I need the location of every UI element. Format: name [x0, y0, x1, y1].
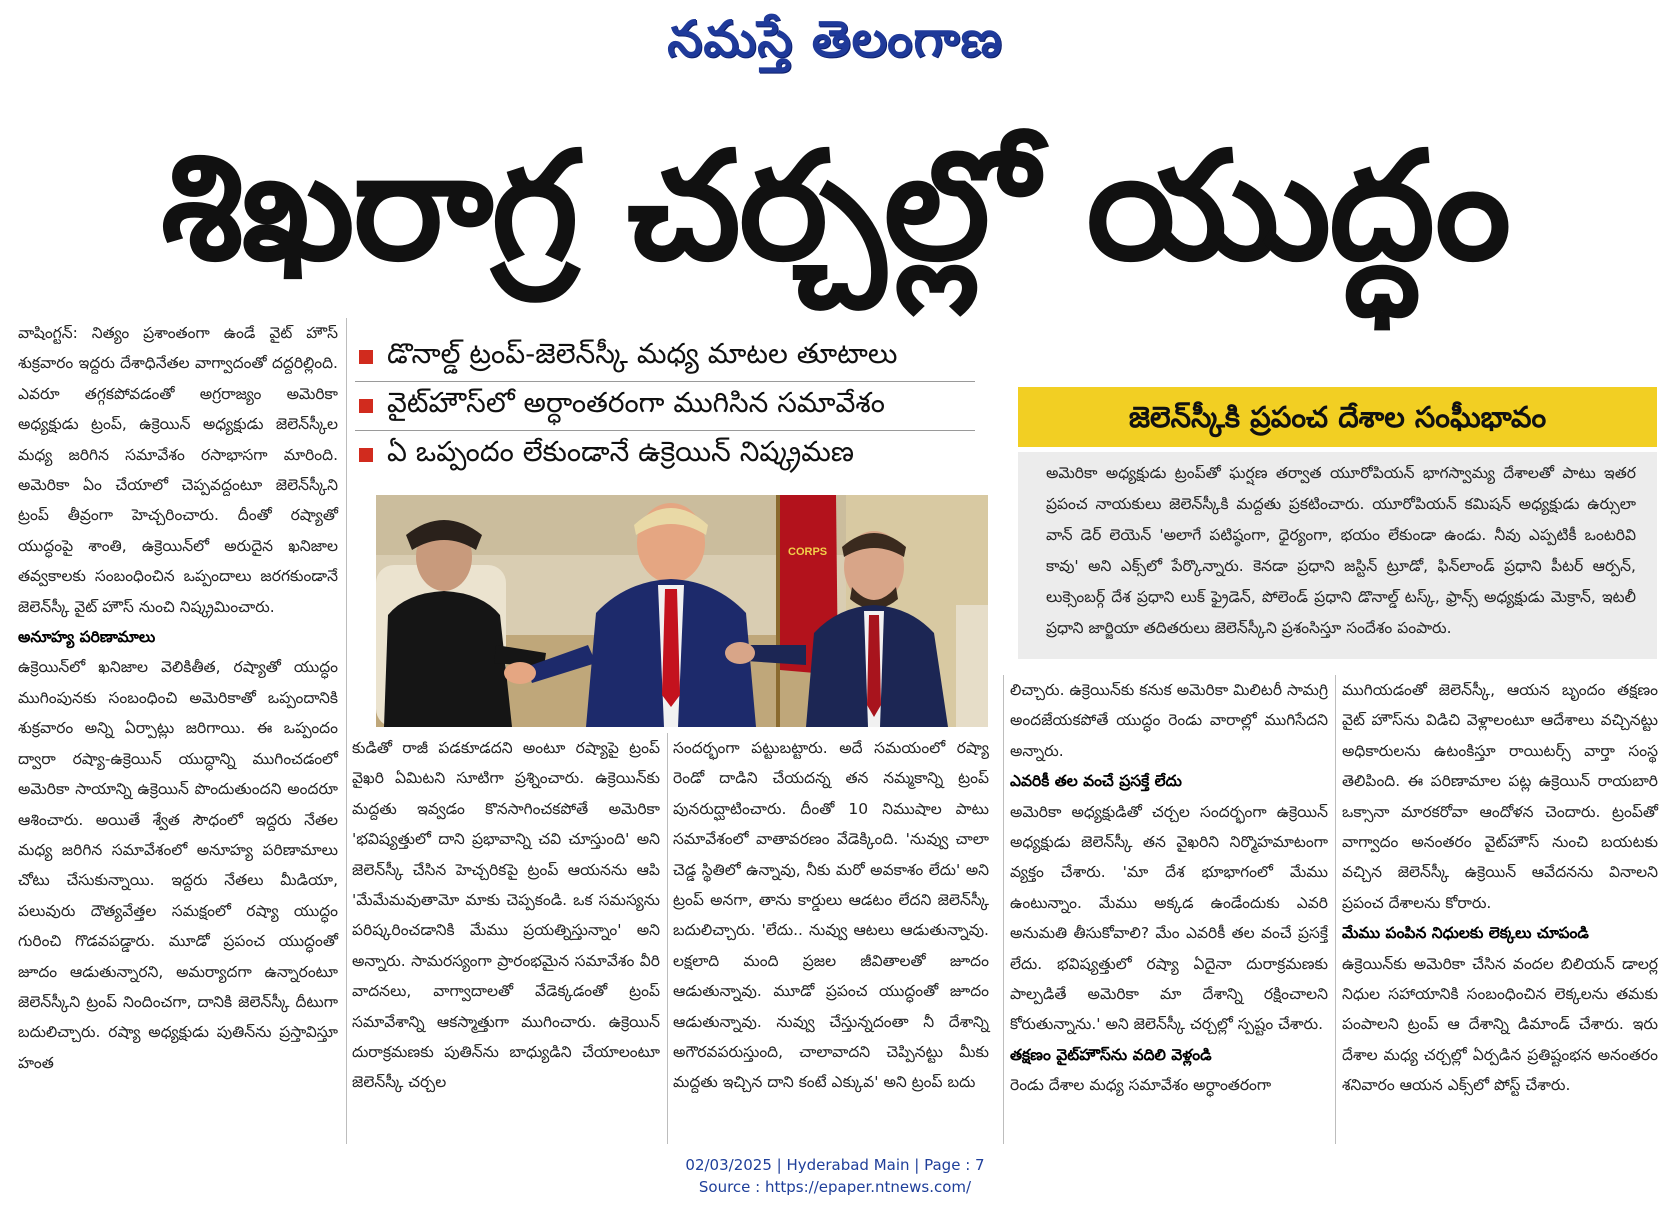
column-5: [1342, 675, 1658, 1101]
column-divider: [1335, 675, 1336, 1144]
column-1: [18, 318, 338, 1078]
bullet-text: డొనాల్డ్ ట్రంప్‌-జెలెన్‌స్కీ మధ్య మాటల తూటాలు: [387, 337, 898, 370]
bullet-item: [355, 382, 975, 431]
column-4-paragraph-1: లిచ్చారు. ఉక్రెయిన్‌కు కనుక అమెరికా మిలిటరీ సామగ్రి అందజేయకపోతే యుద్ధం రెండు వారాల్లో ముగిసేదని అన్నారు.: [1010, 681, 1328, 760]
bullet-square-icon: [359, 399, 373, 413]
highlight-bullets: [355, 333, 975, 479]
bullet-item: [355, 431, 975, 479]
column-1-paragraph-1: వాషింగ్టన్‌: నిత్యం ప్రశాంతంగా ఉండే వైట్‌ హౌస్‌ శుక్రవారం ఇద్దరు దేశాధినేతల వాగ్వాదంతో దద్దరిల్లింది. ఎవరూ తగ్గకపోవడంతో అగ్రరాజ్యం అమెరికా అధ్యక్షుడు ట్రంప్‌, ఉక్రెయిన్‌ అధ్యక్షుడు జెలెన్‌స్కీల మధ్య జరిగిన సమావేశం రసాభాసగా మారింది. అమెరికా ఏం చేయాలో చెప్పవద్దంటూ జెలెన్‌స్కీని ట్రంప్‌ తీవ్రంగా హెచ్చరించారు. దీంతో రష్యాతో యుద్ధంపై శాంతి, ఉక్రెయిన్‌లో అరుదైన ఖనిజాల తవ్వకాలకు సంబంధించిన ఒప్పందాలు జరగకుండానే జెలెన్‌స్కీ వైట్‌ హౌస్‌ నుంచి నిష్క్రమించారు.: [18, 324, 338, 616]
photo-illustration: [376, 495, 988, 727]
column-divider: [346, 318, 347, 1144]
footer-date-page: 02/03/2025 | Hyderabad Main | Page : 7: [685, 1156, 985, 1174]
column-4-paragraph-2: అమెరికా అధ్యక్షుడితో చర్చల సందర్భంగా ఉక్రెయిన్‌ అధ్యక్షుడు జెలెన్‌స్కీ తన వైఖరిని నిర్మొహమాటంగా వ్యక్తం చేశారు. 'మా దేశ భూభాగంలో మేము ఉంటున్నాం. మేము అక్కడ ఉండేందుకు ఎవరి అనుమతి తీసుకోవాలి? మేం ఎవరికీ తల వంచే ప్రసక్తే లేదు. భవిష్యత్తులో రష్యా ఏదైనా దురాక్రమణకు పాల్పడితే అమెరికా మా దేశాన్ని రక్షించాలని కోరుతున్నాను.' అని జెలెన్‌స్కీ చర్చల్లో స్పష్టం చేశారు.: [1010, 802, 1328, 1034]
sidebar-title: జెలెన్‌స్కీకి ప్రపంచ దేశాల సంఘీభావం: [1018, 387, 1657, 447]
column-3: [673, 733, 989, 1098]
masthead-logo: నమస్తే తెలంగాణ: [667, 10, 1003, 68]
column-2: [352, 733, 660, 1098]
column-divider: [667, 733, 668, 1144]
column-4: [1010, 675, 1328, 1101]
column-5-subheading: మేము పంపిన నిధులకు లెక్కలు చూపండి: [1342, 924, 1589, 943]
footer-source-link[interactable]: Source : https://epaper.ntnews.com/: [698, 1178, 972, 1196]
column-divider: [1003, 675, 1004, 1144]
news-photo: [376, 495, 988, 727]
column-5-paragraph-2: ఉక్రెయిన్‌కు అమెరికా చేసిన వందల బిలియన్‌ డాలర్ల నిధుల సహాయానికి సంబంధించిన లెక్కలను తమకు పంపాలని ట్రంప్‌ ఆ దేశాన్ని డిమాండ్‌ చేశారు. ఇరు దేశాల మధ్య చర్చల్లో ఏర్పడిన ప్రతిష్టంభన అనంతరం శనివారం ఆయన ఎక్స్‌లో పోస్ట్‌ చేశారు.: [1342, 954, 1658, 1095]
flag-text: CORPS: [788, 546, 828, 558]
bullet-text: ఏ ఒప్పందం లేకుండానే ఉక్రెయిన్‌ నిష్క్రమణ: [387, 435, 855, 468]
bullet-square-icon: [359, 448, 373, 462]
bullet-square-icon: [359, 350, 373, 364]
column-2-paragraph: కుడితో రాజీ పడకూడదని అంటూ రష్యాపై ట్రంప్‌ వైఖరి ఏమిటని సూటిగా ప్రశ్నించారు. ఉక్రెయిన్‌కు మద్దతు ఇవ్వడం కొనసాగించకపోతే అమెరికా 'భవిష్యత్తులో దాని ప్రభావాన్ని చవి చూస్తుంది' అని జెలెన్‌స్కీ చేసిన హెచ్చరికపై ట్రంప్‌ ఆయనను ఆపి 'మేమేమవుతామో మాకు చెప్పకండి. ఒక సమస్యను పరిష్కరించడానికి మేము ప్రయత్నిస్తున్నాం' అని అన్నారు. సామరస్యంగా ప్రారంభమైన సమావేశం వీరి వాదనలు, వాగ్వాదాలతో వేడెక్కడంతో ట్రంప్‌ సమావేశాన్ని ఆకస్మాత్తుగా ముగించారు. ఉక్రెయిన్‌ దురాక్రమణకు పుతిన్‌ను బాధ్యుడిని చేయాలంటూ జెలెన్‌స్కీ చర్చల: [352, 739, 660, 1092]
footer: [0, 1154, 1670, 1198]
column-4-subheading-2: తక్షణం వైట్‌హౌస్‌ను వదిలి వెళ్లండి: [1010, 1045, 1212, 1064]
column-4-paragraph-3: రెండు దేశాల మధ్య సమావేశం అర్ధాంతరంగా: [1010, 1076, 1272, 1095]
column-1-paragraph-2: ఉక్రెయిన్‌లో ఖనిజాల వెలికితీత, రష్యాతో యుద్ధం ముగింపునకు సంబంధించి అమెరికాతో ఒప్పందానికి శుక్రవారం అన్ని ఏర్పాట్లు జరిగాయి. ఈ ఒప్పందం ద్వారా రష్యా-ఉక్రెయిన్‌ యుద్ధాన్ని ముగించడంలో అమెరికా సాయాన్ని ఉక్రెయిన్‌ పొందుతుందని అందరూ ఆశించారు. అయితే శ్వేత సౌధంలో ఇద్దరు నేతల మధ్య జరిగిన సమావేశంలో అనూహ్య పరిణామాలు చోటు చేసుకున్నాయి. ఇద్దరు నేతలు మీడియా, పలువురు దౌత్యవేత్తల సమక్షంలో రష్యా యుద్ధం గురించి గొడవపడ్డారు. మూడో ప్రపంచ యుద్ధంతో జూదం ఆడుతున్నారని, అమర్యాదగా ఉన్నారంటూ జెలెన్‌స్కీని ట్రంప్‌ నిందించగా, దానికి జెలెన్‌స్కీ దీటుగా బదులిచ్చారు. రష్యా అధ్యక్షుడు పుతిన్‌ను ప్రస్తావిస్తూ హంత: [18, 658, 338, 1072]
column-3-paragraph: సందర్భంగా పట్టుబట్టారు. అదే సమయంలో రష్యా రెండో దాడిని చేయదన్న తన నమ్మకాన్ని ట్రంప్‌ పునరుద్ఘాటించారు. దీంతో 10 నిముషాల పాటు సమావేశంలో వాతావరణం వేడెక్కింది. 'నువ్వు చాలా చెడ్డ స్థితిలో ఉన్నావు, నీకు మరో అవకాశం లేదు' అని ట్రంప్‌ అనగా, తాను కార్డులు ఆడటం లేదని జెలెన్‌స్కీ బదులిచ్చారు. 'లేదు.. నువ్వు ఆటలు ఆడుతున్నావు. లక్షలాది మంది ప్రజల జీవితాలతో జూదం ఆడుతున్నావు. మూడో ప్రపంచ యుద్ధంతో జూదం ఆడుతున్నావు. నువ్వు చేస్తున్నదంతా నీ దేశాన్ని అగౌరవపరుస్తుంది, చాలావాదని చెప్పినట్టు మీకు మద్దతు ఇచ్చిన దాని కంటే ఎక్కువ' అని ట్రంప్‌ బదు: [673, 739, 989, 1092]
bullet-text: వైట్‌హౌస్‌లో అర్ధాంతరంగా ముగిసిన సమావేశం: [387, 386, 885, 419]
column-1-subheading: అనూహ్య పరిణామాలు: [18, 628, 156, 647]
column-5-paragraph-1: ముగియడంతో జెలెన్‌స్కీ, ఆయన బృందం తక్షణం వైట్‌ హౌస్‌ను విడిచి వెళ్లాలంటూ ఆదేశాలు వచ్చినట్టు అధికారులను ఉటంకిస్తూ రాయిటర్స్‌ వార్తా సంస్థ తెలిపింది. ఈ పరిణామాల పట్ల ఉక్రెయిన్‌ రాయబారి ఒక్సానా మారకరోవా ఆందోళన చెందారు. ట్రంప్‌తో వాగ్వాదం అనంతరం వైట్‌హౌస్‌ నుంచి బయటకు వచ్చిన జెలెన్‌స్కీ ఉక్రెయిన్‌ ఆవేదనను వినాలని ప్రపంచ దేశాలను కోరారు.: [1342, 681, 1658, 912]
bullet-item: [355, 333, 975, 382]
sidebar-text: అమెరికా అధ్యక్షుడు ట్రంప్‌తో ఘర్షణ తర్వాత యూరోపియన్‌ భాగస్వామ్య దేశాలతో పాటు ఇతర ప్రపంచ నాయకులు జెలెన్‌స్కీకి మద్దతు ప్రకటించారు. యూరోపియన్‌ కమిషన్‌ అధ్యక్షుడు ఉర్సులా వాన్‌ డెర్‌ లెయెన్‌ 'అలాగే పటిష్ఠంగా, ధైర్యంగా, భయం లేకుండా ఉండు. నీవు ఎప్పటికీ ఒంటరివి కావు' అని ఎక్స్‌లో పేర్కొన్నారు. కెనడా ప్రధాని జస్టిన్‌ ట్రూడో, ఫిన్‌లాండ్‌ ప్రధాని పీటర్‌ ఆర్పన్‌, లుక్సెంబర్గ్‌ దేశ ప్రధాని లుక్‌ ఫ్రైడెన్‌, పోలెండ్‌ ప్రధాని డొనాల్డ్‌ టస్క్‌, ఫ్రాన్స్‌ అధ్యక్షుడు మెక్రాన్‌, ఇటలీ ప్రధాని జార్జియా తదితరులు జెలెన్‌స్కీని ప్రశంసిస్తూ సందేశం పంపారు.: [1046, 464, 1636, 637]
column-4-subheading-1: ఎవరికీ తల వంచే ప్రసక్తే లేదు: [1010, 772, 1182, 791]
headline: శిఖరాగ్ర చర్చల్లో యుద్ధం: [160, 120, 1510, 294]
